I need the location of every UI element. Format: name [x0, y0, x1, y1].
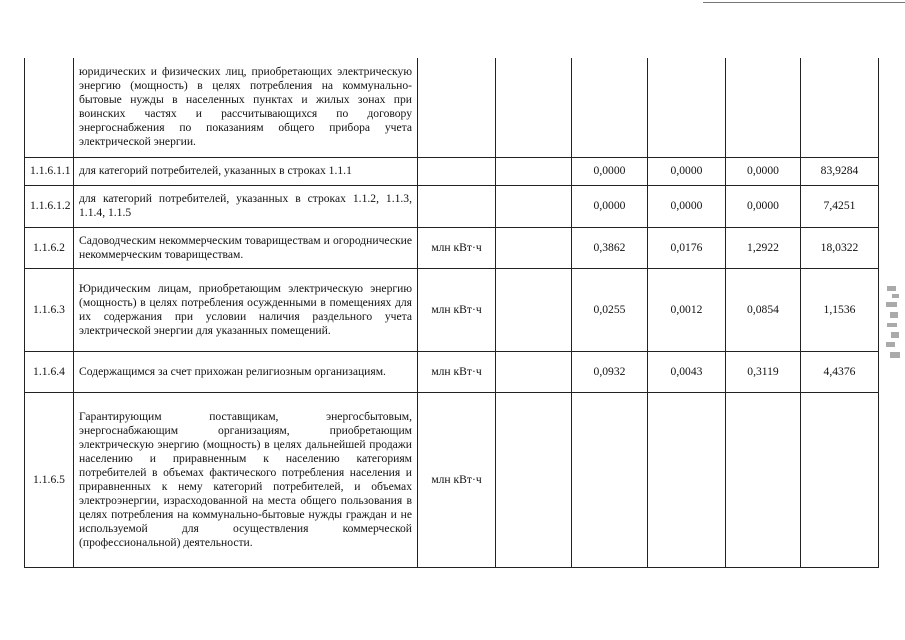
stamp-mark [884, 284, 902, 362]
table-row [25, 58, 879, 157]
row-code: 1.1.6.1.1 [25, 157, 74, 185]
row-unit: млн кВт·ч [418, 392, 496, 567]
table-row [25, 351, 879, 392]
row-unit [418, 58, 496, 157]
row-unit [418, 157, 496, 185]
table-row [25, 392, 879, 567]
row-code [25, 58, 74, 157]
row-value-col6: 0,0000 [648, 185, 726, 227]
row-unit: млн кВт·ч [418, 227, 496, 268]
row-value-col4 [496, 268, 572, 351]
row-value-col8 [801, 58, 879, 157]
row-value-col8: 1,1536 [801, 268, 879, 351]
row-value-col7: 1,2922 [726, 227, 801, 268]
row-value-col7: 0,3119 [726, 351, 801, 392]
row-value-col7: 0,0854 [726, 268, 801, 351]
row-value-col4 [496, 351, 572, 392]
row-value-col4 [496, 157, 572, 185]
row-code: 1.1.6.4 [25, 351, 74, 392]
row-value-col6: 0,0176 [648, 227, 726, 268]
row-value-col4 [496, 58, 572, 157]
row-value-col5 [572, 58, 648, 157]
row-value-col5: 0,0932 [572, 351, 648, 392]
row-unit [418, 185, 496, 227]
row-value-col7: 0,0000 [726, 185, 801, 227]
row-description: для категорий потребителей, указанных в строках 1.1.1 [74, 157, 418, 185]
row-value-col7: 0,0000 [726, 157, 801, 185]
table-row [25, 185, 879, 227]
row-value-col6 [648, 392, 726, 567]
row-unit: млн кВт·ч [418, 351, 496, 392]
row-code: 1.1.6.1.2 [25, 185, 74, 227]
row-value-col6: 0,0012 [648, 268, 726, 351]
row-description: Гарантирующим поставщикам, энергосбытовым, энергоснабжающим организациям, приобретающим электрическую энергию (мощность) в целях дальнейшей продажи населению и приравненным к населению категориям потребителей в объемах фактического потребления населения и приравненных к нему категорий потребителей, и объемах электроэнергии, израсходованной на места общего пользования в целях потребления на коммунально-бытовые нужды граждан и не используемой для осуществления коммерческой (профессиональной) деятельности. [74, 392, 418, 567]
row-code: 1.1.6.3 [25, 268, 74, 351]
row-value-col5: 0,0000 [572, 185, 648, 227]
row-code: 1.1.6.5 [25, 392, 74, 567]
row-value-col7 [726, 392, 801, 567]
row-value-col6 [648, 58, 726, 157]
row-code: 1.1.6.2 [25, 227, 74, 268]
top-rule [703, 2, 905, 3]
row-value-col4 [496, 392, 572, 567]
table-row [25, 157, 879, 185]
row-value-col6: 0,0043 [648, 351, 726, 392]
row-description: для категорий потребителей, указанных в строках 1.1.2, 1.1.3, 1.1.4, 1.1.5 [74, 185, 418, 227]
row-unit: млн кВт·ч [418, 268, 496, 351]
row-value-col6: 0,0000 [648, 157, 726, 185]
row-value-col5 [572, 392, 648, 567]
tariff-volume-table [24, 58, 879, 568]
row-value-col5: 0,0255 [572, 268, 648, 351]
row-value-col8: 7,4251 [801, 185, 879, 227]
row-description: Садоводческим некоммерческим товариществам и огороднические некоммерческим товариществам. [74, 227, 418, 268]
table-row [25, 268, 879, 351]
row-value-col4 [496, 185, 572, 227]
row-value-col4 [496, 227, 572, 268]
row-value-col8 [801, 392, 879, 567]
table-row [25, 227, 879, 268]
row-value-col5: 0,3862 [572, 227, 648, 268]
row-value-col8: 4,4376 [801, 351, 879, 392]
row-description: Юридическим лицам, приобретающим электрическую энергию (мощность) в целях потребления осужденными в помещениях для их содержания при условии наличия раздельного учета электрической энергии для указанных помещений. [74, 268, 418, 351]
row-value-col8: 18,0322 [801, 227, 879, 268]
row-description: юридических и физических лиц, приобретающих электрическую энергию (мощность) в целях потребления на коммунально-бытовые нужды в населенных пунктах и жилых зонах при воинских частях и рассчитывающихся по договору энергоснабжения по показаниям общего прибора учета электрической энергии. [74, 58, 418, 157]
row-value-col8: 83,9284 [801, 157, 879, 185]
row-value-col5: 0,0000 [572, 157, 648, 185]
row-value-col7 [726, 58, 801, 157]
row-description: Содержащимся за счет прихожан религиозным организациям. [74, 351, 418, 392]
